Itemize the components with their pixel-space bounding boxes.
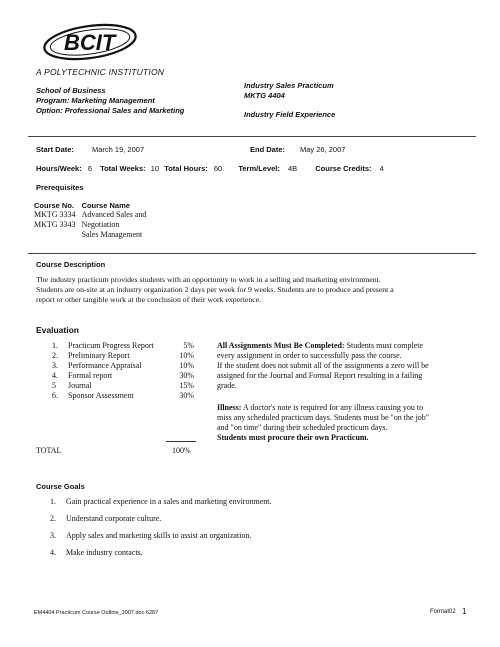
eval-pct: 30% bbox=[179, 371, 194, 380]
program-line: Program: Marketing Management bbox=[36, 96, 155, 105]
eval-pct: 10% bbox=[179, 361, 194, 370]
total-weeks-label: Total Weeks: bbox=[100, 164, 146, 173]
list-item bbox=[50, 548, 450, 558]
start-date-value: March 19, 2007 bbox=[92, 145, 145, 154]
total-label: TOTAL bbox=[36, 446, 62, 455]
course-title: Industry Sales Practicum bbox=[244, 81, 334, 90]
eval-name: Formal report bbox=[68, 371, 113, 380]
illness-lead: Illness: bbox=[217, 403, 242, 412]
illness-notes bbox=[217, 403, 477, 443]
school-info bbox=[36, 86, 184, 116]
total-weeks-value: 10 bbox=[150, 164, 160, 173]
eval-name: Preliminary Report bbox=[68, 351, 130, 360]
goal-text: Apply sales and marketing skills to assist an organization. bbox=[66, 531, 252, 540]
notes-lead: All Assignments Must Be Completed: bbox=[217, 341, 345, 350]
goal-text: Understand corporate culture. bbox=[66, 514, 162, 523]
prereq-no: MKTG 3334 bbox=[34, 210, 76, 219]
prereq-col-name: Course Name bbox=[81, 201, 130, 210]
list-item bbox=[52, 351, 194, 361]
prereq-table bbox=[34, 201, 152, 240]
goal-num: 4. bbox=[50, 548, 56, 557]
description-line: Students are on-site at an industry organization 2 days per week for 9 weeks. Students are to produce and present a bbox=[36, 285, 394, 294]
list-item bbox=[50, 497, 450, 507]
notes-line: Students must complete bbox=[344, 341, 423, 350]
credits-value: 4 bbox=[379, 164, 384, 173]
evaluation-list bbox=[52, 341, 194, 401]
eval-name: Journal bbox=[68, 381, 92, 390]
total-hours-label: Total Hours: bbox=[164, 164, 208, 173]
eval-num: 4. bbox=[52, 371, 58, 380]
prereq-name: Advanced Sales and bbox=[81, 210, 147, 219]
eval-pct: 5% bbox=[183, 341, 194, 350]
notes-line: If the student does not submit all of the assignments a zero will be bbox=[217, 361, 429, 370]
hours-week-label: Hours/Week: bbox=[36, 164, 82, 173]
goals-heading: Course Goals bbox=[36, 482, 85, 491]
tagline: A POLYTECHNIC INSTITUTION bbox=[36, 67, 165, 77]
school-line: School of Business bbox=[36, 86, 106, 95]
list-item bbox=[50, 514, 450, 524]
eval-num: 1. bbox=[52, 341, 58, 350]
description-line: The industry practicum provides students with an opportunity to work in a selling and marketing environment. bbox=[36, 275, 381, 284]
hours-week-value: 6 bbox=[87, 164, 92, 173]
evaluation-notes bbox=[217, 341, 477, 391]
term-value: 4B bbox=[287, 164, 298, 173]
description-heading: Course Description bbox=[36, 260, 106, 269]
eval-name: Practicum Progress Report bbox=[68, 341, 154, 350]
table-row bbox=[34, 210, 152, 220]
footer-left: EM4404 Practicum Course Outline_2007.doc 6287 bbox=[34, 610, 159, 616]
table-row bbox=[34, 220, 152, 230]
notes-line: assigned for the Journal and Formal Report resulting in a failing bbox=[217, 371, 423, 380]
hours-row bbox=[36, 164, 384, 173]
description-line: report or other tangible work at the conclusion of their work experience. bbox=[36, 295, 262, 304]
eval-pct: 15% bbox=[179, 381, 194, 390]
page-number: 1 bbox=[462, 607, 467, 616]
goal-text: Make industry contacts. bbox=[66, 548, 143, 557]
start-date-label: Start Date: bbox=[36, 145, 74, 154]
prereq-col-no: Course No. bbox=[34, 201, 75, 210]
bcit-logo bbox=[40, 22, 140, 64]
goal-num: 2. bbox=[50, 514, 56, 523]
list-item bbox=[50, 531, 450, 541]
list-item bbox=[52, 371, 194, 381]
prereq-name: Sales Management bbox=[81, 230, 143, 239]
table-row bbox=[34, 230, 152, 240]
illness-line: miss any scheduled practicum days. Students must be "on the job" bbox=[217, 413, 430, 422]
list-item bbox=[52, 381, 194, 391]
total-value: 100% bbox=[172, 446, 191, 455]
prereq-no bbox=[34, 230, 82, 240]
procure-note: Students must procure their own Practicum. bbox=[217, 433, 369, 442]
goal-text: Gain practical experience in a sales and marketing environment. bbox=[66, 497, 272, 506]
eval-num: 2. bbox=[52, 351, 58, 360]
term-label: Term/Level: bbox=[238, 164, 280, 173]
course-code: MKTG 4404 bbox=[244, 91, 285, 100]
eval-name: Performance Appraisal bbox=[68, 361, 142, 370]
end-date-value: May 26, 2007 bbox=[300, 145, 346, 154]
illness-line: and "on time" during their scheduled practicum days. bbox=[217, 423, 388, 432]
eval-name: Sponsor Assessment bbox=[68, 391, 134, 400]
notes-line: every assignment in order to successfully pass the course. bbox=[217, 351, 402, 360]
total-rule bbox=[166, 441, 196, 442]
notes-line: grade. bbox=[217, 381, 237, 390]
list-item bbox=[52, 391, 194, 401]
eval-num: 5 bbox=[52, 381, 56, 390]
prereq-heading: Prerequisites bbox=[36, 183, 84, 192]
goals-list bbox=[50, 497, 450, 558]
eval-pct: 30% bbox=[179, 391, 194, 400]
option-line: Option: Professional Sales and Marketing bbox=[36, 106, 185, 115]
start-date-row bbox=[36, 145, 74, 154]
credits-label: Course Credits: bbox=[315, 164, 372, 173]
evaluation-heading: Evaluation bbox=[36, 325, 79, 335]
course-heading bbox=[244, 81, 334, 101]
description-text bbox=[36, 275, 476, 305]
divider bbox=[28, 136, 476, 137]
list-item bbox=[52, 361, 194, 371]
goal-num: 1. bbox=[50, 497, 56, 506]
course-subtitle: Industry Field Experience bbox=[244, 110, 336, 119]
logo-text: BCIT bbox=[64, 30, 116, 55]
prereq-name: Negotiation bbox=[81, 220, 120, 229]
eval-num: 6. bbox=[52, 391, 58, 400]
footer-format: Format02 bbox=[430, 609, 456, 615]
eval-pct: 10% bbox=[179, 351, 194, 360]
total-hours-value: 60 bbox=[213, 164, 223, 173]
goal-num: 3. bbox=[50, 531, 56, 540]
eval-num: 3. bbox=[52, 361, 58, 370]
divider bbox=[28, 253, 476, 254]
prereq-no: MKTG 3343 bbox=[34, 220, 76, 229]
list-item bbox=[52, 341, 194, 351]
end-date-label: End Date: bbox=[250, 145, 286, 154]
illness-line: A doctor's note is required for any illness causing you to bbox=[241, 403, 424, 412]
